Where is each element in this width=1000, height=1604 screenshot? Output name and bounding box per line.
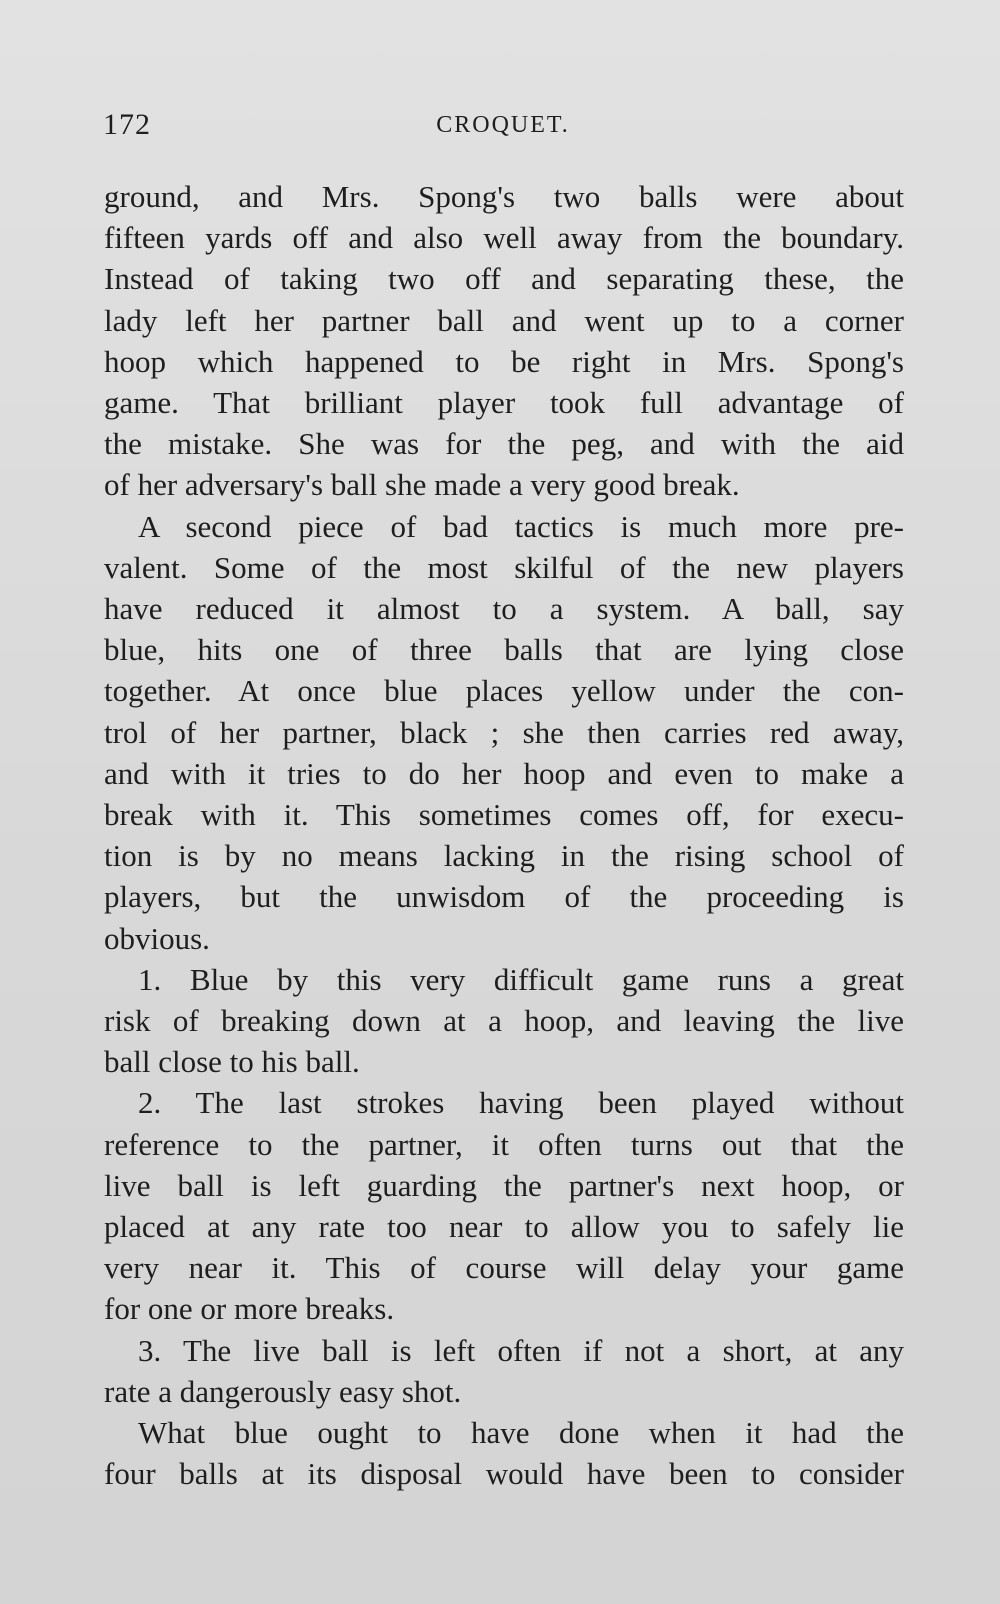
text-line: trol of her partner, black ; she then carries red away,: [104, 714, 904, 750]
text-line: What blue ought to have done when it had the: [138, 1415, 904, 1451]
text-line: lady left her partner ball and went up to a corner: [104, 302, 904, 338]
text-line: for one or more breaks.: [104, 1291, 395, 1327]
text-line: ball close to his ball.: [104, 1044, 360, 1080]
text-line: and with it tries to do her hoop and even to make a: [104, 755, 904, 791]
text-line: A second piece of bad tactics is much more pre-: [138, 508, 904, 544]
text-line: obvious.: [104, 920, 210, 956]
text-line: 2. The last strokes having been played without: [138, 1085, 904, 1121]
text-line: live ball is left guarding the partner's next hoop, or: [104, 1167, 904, 1203]
text-line: fifteen yards off and also well away from the boundary.: [104, 220, 904, 256]
paragraph: [104, 176, 904, 506]
running-head: [103, 108, 903, 148]
paragraph: [104, 506, 904, 959]
text-line: very near it. This of course will delay your game: [104, 1250, 904, 1286]
text-line: break with it. This sometimes comes off, for execu-: [104, 797, 904, 833]
text-line: rate a dangerously easy shot.: [104, 1373, 462, 1409]
body-text: [104, 176, 904, 1495]
text-line: Instead of taking two off and separating these, the: [104, 261, 904, 297]
text-line: 3. The live ball is left often if not a short, at any: [138, 1332, 904, 1368]
page-number: 172: [103, 108, 151, 141]
text-line: of her adversary's ball she made a very good break.: [104, 467, 740, 503]
paragraph: [104, 959, 904, 1083]
text-line: four balls at its disposal would have been to consider: [104, 1456, 904, 1492]
paragraph: [104, 1412, 904, 1494]
paragraph: [104, 1330, 904, 1412]
text-line: reference to the partner, it often turns out that the: [104, 1126, 904, 1162]
text-line: together. At once blue places yellow under the con-: [104, 673, 904, 709]
text-line: players, but the unwisdom of the proceeding is: [104, 879, 904, 915]
text-line: ground, and Mrs. Spong's two balls were about: [104, 179, 904, 214]
text-line: blue, hits one of three balls that are lying close: [104, 632, 904, 668]
text-line: risk of breaking down at a hoop, and leaving the live: [104, 1003, 904, 1039]
text-line: valent. Some of the most skilful of the new players: [104, 549, 904, 585]
paragraph: [104, 1082, 904, 1329]
running-title: CROQUET.: [436, 112, 570, 138]
text-line: game. That brilliant player took full advantage of: [104, 385, 904, 421]
text-line: have reduced it almost to a system. A ball, say: [104, 591, 904, 627]
text-line: hoop which happened to be right in Mrs. Spong's: [104, 343, 904, 379]
text-line: tion is by no means lacking in the rising school of: [104, 838, 904, 874]
text-line: the mistake. She was for the peg, and with the aid: [104, 426, 904, 462]
text-line: placed at any rate too near to allow you to safely lie: [104, 1209, 904, 1245]
text-line: 1. Blue by this very difficult game runs a great: [138, 961, 904, 997]
